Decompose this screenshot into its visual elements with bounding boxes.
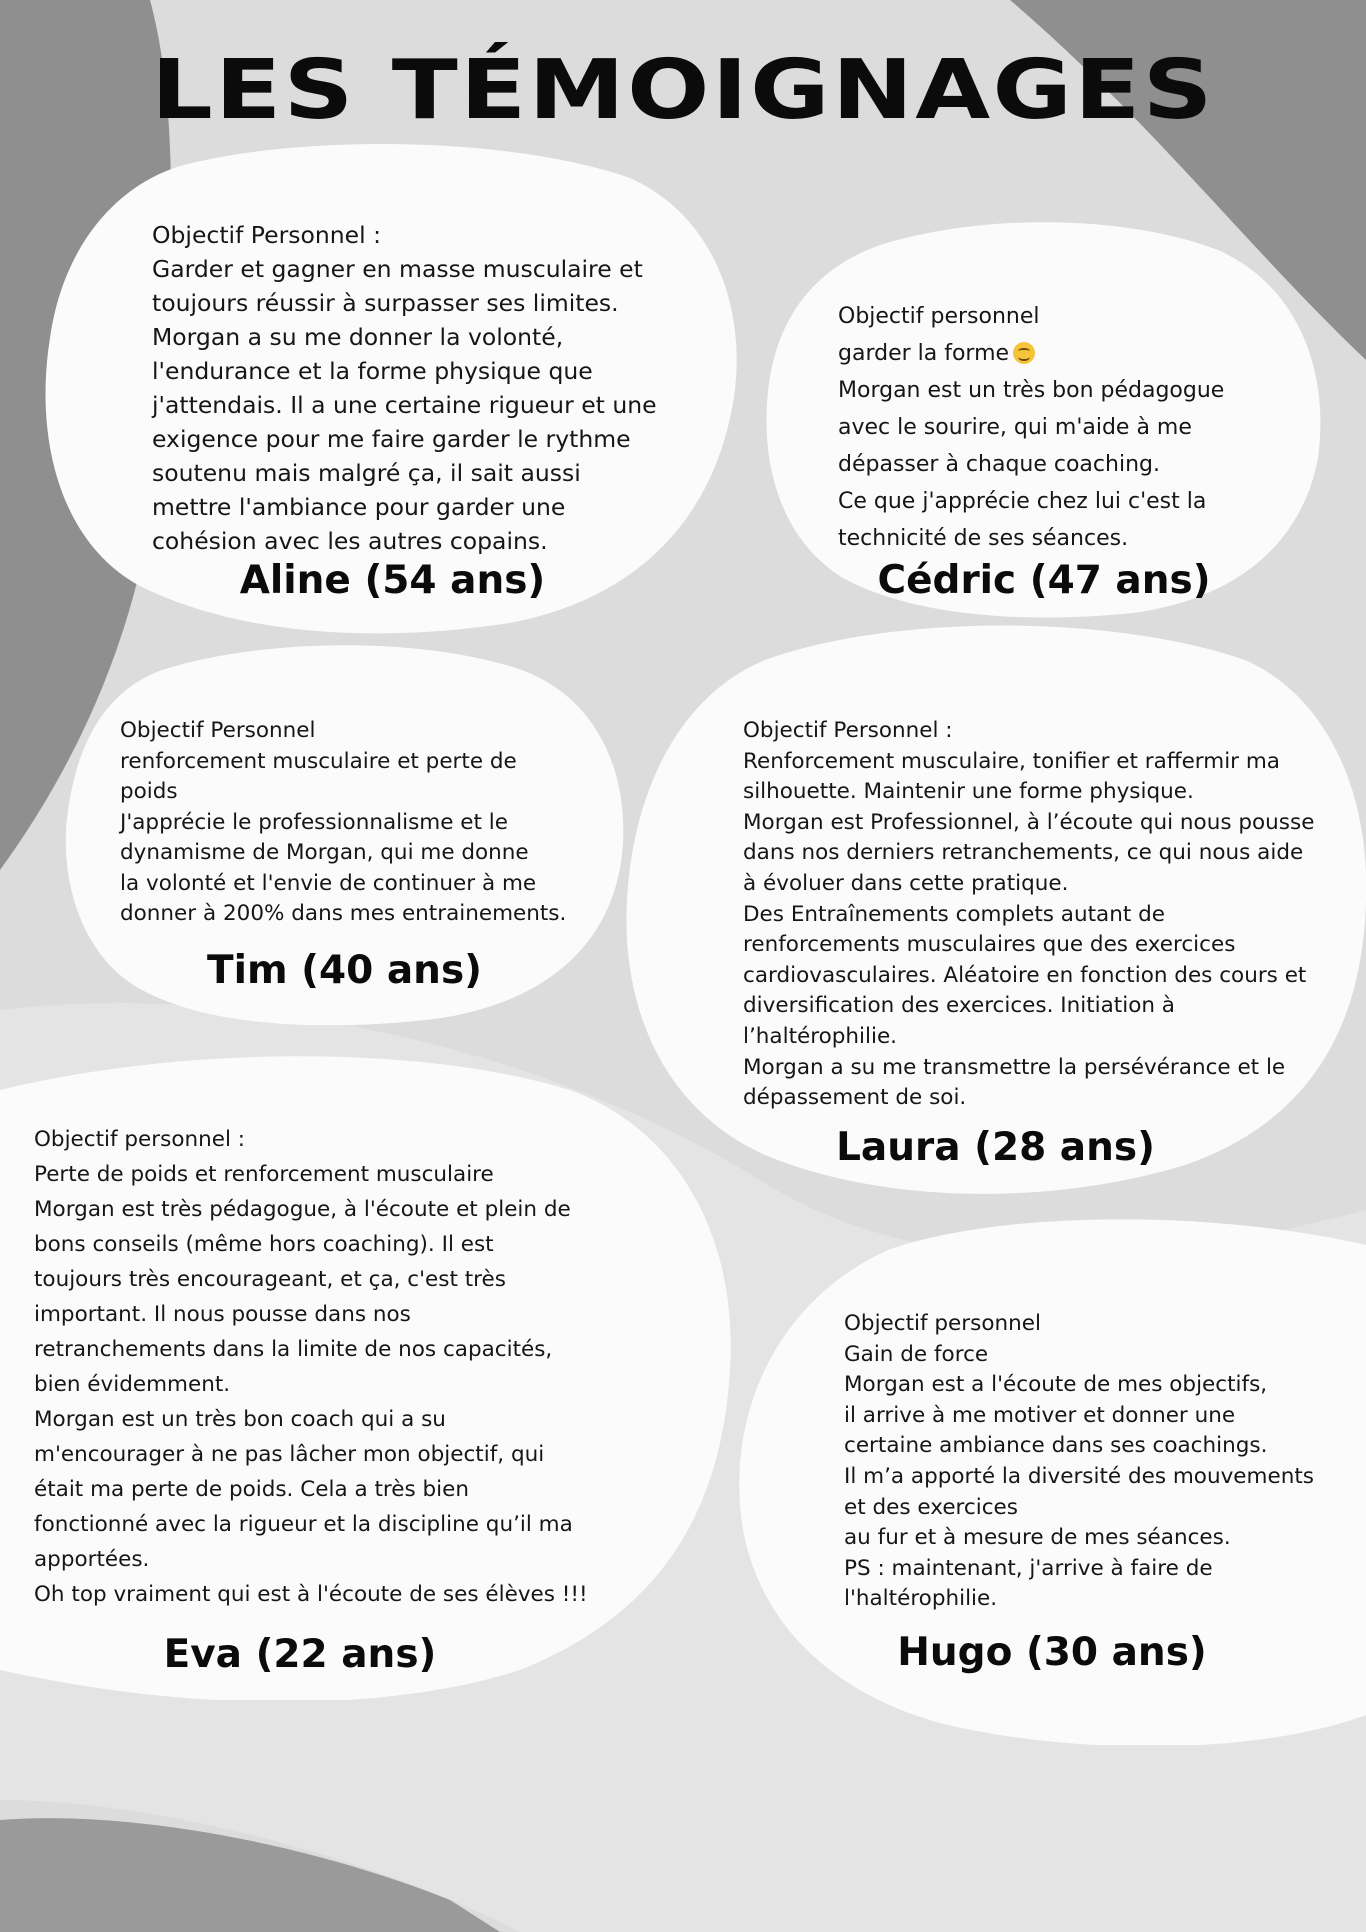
testimonial-author: Cédric (47 ans) xyxy=(877,558,1211,603)
testimonial-card-eva xyxy=(0,1050,735,1700)
testimonial-text: Objectif Personnel : Renforcement musculaire, tonifier et raffermir ma silhouette. Maintenir une forme physique. Morgan est Professionnel, à l’écoute qui nous pousse dans nos derniers retranchements, ce qui nous aide à évoluer dans cette pratique. Des Entraînements complets autant de renforcements musculaires que des exercices cardiovasculaires. Aléatoire en fonction des cours et diversification des exercices. Initiation à l’haltérophilie. Morgan a su me transmettre la persévérance et le dépassement de soi. xyxy=(743,718,1315,1111)
testimonial-author: Laura (28 ans) xyxy=(836,1125,1155,1170)
testimonial-author: Hugo (30 ans) xyxy=(897,1630,1207,1675)
testimonial-text: Objectif personnel : Perte de poids et renforcement musculaire Morgan est très pédagogue, à l'écoute et plein de bons conseils (même hors coaching). Il est toujours très encourageant, et ça, c'est très important. Il nous pousse dans nos retranchements dans la limite de nos capacités, bien évidemment. Morgan est un très bon coach qui a su m'encourager à ne pas lâcher mon objectif, qui était ma perte de poids. Cela a très bien fonctionné avec la rigueur et la discipline qu’il ma apportées. Oh top vraiment qui est à l'écoute de ses élèves !!! xyxy=(34,1127,588,1607)
testimonial-card-aline xyxy=(40,138,745,638)
testimonial-text: Objectif Personnel renforcement musculaire et perte de poids J'apprécie le professionnalisme et le dynamisme de Morgan, qui me donne la volonté et l'envie de continuer à me donner à 200% dans mes entrainements. xyxy=(120,718,567,926)
testimonial-card-hugo xyxy=(738,1215,1366,1745)
testimonial-text: Objectif Personnel : Garder et gagner en masse musculaire et toujours réussir à surpasser ses limites. Morgan a su me donner la volonté, l'endurance et la forme physique que j'attendais. Il a une certaine rigueur et une exigence pour me faire garder le rythme soutenu mais malgré ça, il sait aussi mettre l'ambiance pour garder une cohésion avec les autres copains. xyxy=(152,221,657,555)
testimonial-text: Objectif personnel Gain de force Morgan est a l'écoute de mes objectifs, il arrive à me motiver et donner une certaine ambiance dans ses coachings. Il m’a apporté la diversité des mouvements et des exercices au fur et à mesure de mes séances. PS : maintenant, j'arrive à faire de l'haltérophilie. xyxy=(844,1311,1314,1612)
testimonial-author: Eva (22 ans) xyxy=(163,1632,437,1677)
testimonial-author: Aline (54 ans) xyxy=(239,558,546,603)
testimonial-text-part1: Objectif personnel garder la forme xyxy=(838,304,1040,366)
smiling-face-emoji-icon xyxy=(1013,342,1035,364)
page-title: LES TÉMOIGNAGES xyxy=(151,43,1215,138)
testimonial-text-part2: Morgan est un très bon pédagogue avec le sourire, qui m'aide à me dépasser à chaque coaching. Ce que j'apprécie chez lui c'est la technicité de ses séances. xyxy=(838,378,1225,551)
testimonial-card-cedric xyxy=(763,218,1325,618)
testimonial-card-tim xyxy=(62,640,627,1025)
testimonial-author: Tim (40 ans) xyxy=(207,948,482,993)
testimonial-card-laura xyxy=(625,620,1366,1195)
